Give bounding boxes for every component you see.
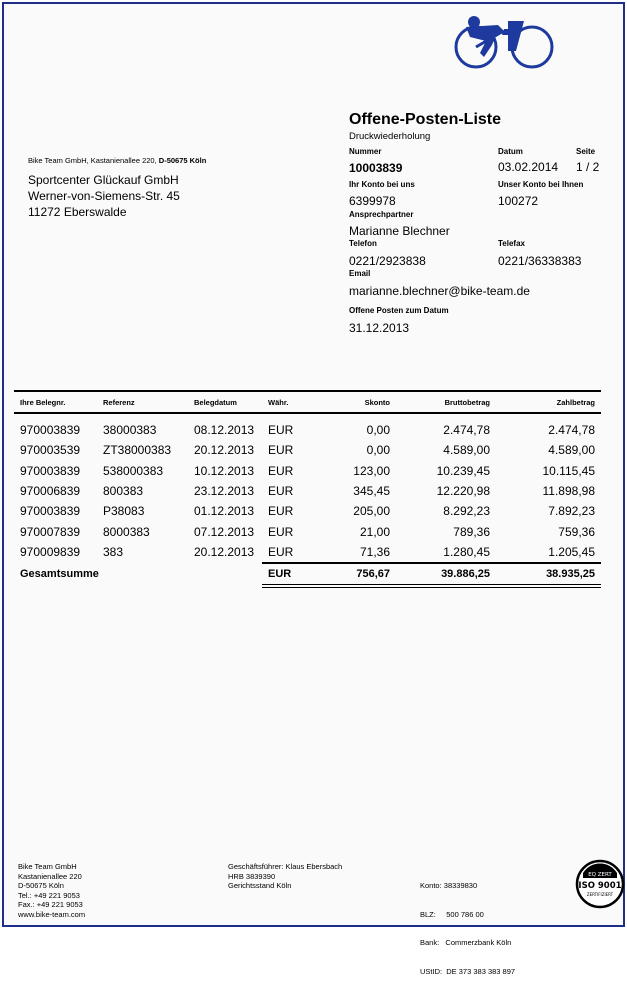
belegdatum-cell: 08.12.2013 — [194, 423, 255, 438]
iso-9001-seal-icon — [575, 859, 625, 909]
referenz-cell: 8000383 — [103, 524, 150, 539]
footer-line: Tel.: +49 221 9053 — [18, 890, 80, 900]
waehrung-cell: EUR — [268, 504, 294, 519]
belegdatum-cell: 20.12.2013 — [194, 443, 255, 458]
brutto-cell: 8.292,23 — [443, 504, 490, 519]
col-zahlbetrag-header: Zahlbetrag — [496, 391, 601, 413]
footer-line: BLZ: 500 786 00 — [420, 909, 484, 919]
document-page — [2, 2, 625, 976]
skonto-cell: 0,00 — [366, 423, 390, 438]
referenz-cell: ZT38000383 — [103, 443, 172, 458]
email-label: Email — [349, 269, 371, 278]
skonto-cell: 123,00 — [353, 463, 390, 478]
table-row — [14, 521, 601, 541]
referenz-cell: 383 — [103, 545, 124, 560]
email-value: marianne.blechner@bike-team.de — [349, 284, 530, 298]
zahl-cell: 4.589,00 — [548, 443, 595, 458]
seite-value: 1 / 2 — [576, 160, 600, 174]
col-skonto-header: Skonto — [302, 391, 396, 413]
nummer-label: Nummer — [349, 147, 382, 156]
recipient-address — [28, 172, 180, 220]
zahl-cell: 2.474,78 — [548, 423, 595, 438]
iso-bottom-text: ZERTIFIZIERT — [586, 892, 614, 897]
document-subtitle: Druckwiederholung — [349, 131, 431, 142]
total-double-underline-1 — [262, 584, 601, 585]
brutto-cell: 10.239,45 — [436, 463, 490, 478]
brutto-cell: 12.220,98 — [436, 484, 490, 499]
unser-konto-value: 100272 — [498, 194, 539, 208]
belegnr-cell: 970009839 — [20, 545, 81, 560]
brutto-cell: 4.589,00 — [443, 443, 490, 458]
belegdatum-cell: 10.12.2013 — [194, 463, 255, 478]
total-currency: EUR — [262, 563, 302, 584]
referenz-cell: P38083 — [103, 504, 145, 519]
document-title: Offene-Posten-Liste — [349, 111, 502, 128]
ihr-konto-label: Ihr Konto bei uns — [349, 180, 415, 189]
nummer-value: 10003839 — [349, 161, 403, 175]
open-items-table — [14, 390, 601, 584]
belegnr-cell: 970006839 — [20, 484, 81, 499]
datum-label: Datum — [498, 147, 523, 156]
table-row — [14, 501, 601, 521]
total-label: Gesamtsumme — [20, 567, 99, 580]
footer-website-link[interactable]: www.bike-team.com — [18, 909, 86, 919]
brutto-cell: 789,36 — [453, 524, 490, 539]
seite-label: Seite — [576, 147, 596, 156]
referenz-cell: 538000383 — [103, 463, 164, 478]
datum-value: 03.02.2014 — [498, 160, 559, 174]
waehrung-cell: EUR — [268, 484, 294, 499]
footer-line: Konto: 38339830 — [420, 881, 478, 890]
skonto-cell: 205,00 — [353, 504, 390, 519]
referenz-cell: 38000383 — [103, 423, 157, 438]
zahl-cell: 11.898,98 — [542, 484, 595, 499]
referenz-cell: 800383 — [103, 484, 144, 499]
belegdatum-cell: 20.12.2013 — [194, 545, 255, 560]
brutto-cell: 1.280,45 — [443, 544, 490, 559]
footer-line: Fax.: +49 221 9053 — [18, 900, 83, 909]
recipient-name: Sportcenter Glückauf GmbH — [28, 173, 179, 187]
footer-company — [18, 862, 85, 919]
table-row — [14, 461, 601, 481]
brutto-cell: 2.474,78 — [443, 423, 490, 438]
col-referenz-header: Referenz — [97, 391, 188, 413]
cyclist-bike-logo-icon — [452, 15, 556, 69]
belegnr-cell: 970003839 — [20, 423, 81, 438]
recipient-street: Werner-von-Siemens-Str. 45 — [28, 189, 180, 203]
zahl-cell: 7.892,23 — [548, 504, 595, 519]
ansprechpartner-label: Ansprechpartner — [349, 210, 414, 219]
total-skonto: 756,67 — [302, 563, 396, 584]
footer-line: D-50675 Köln — [18, 881, 64, 890]
belegnr-cell: 970003539 — [20, 443, 81, 458]
op-datum-label: Offene Posten zum Datum — [349, 306, 449, 315]
footer-line: Geschäftsführer: Klaus Ebersbach — [228, 862, 343, 871]
belegdatum-cell: 01.12.2013 — [194, 504, 255, 519]
zahl-cell: 1.205,45 — [548, 544, 595, 559]
col-waehrung-header: Währ. — [262, 391, 302, 413]
total-zahl: 38.935,25 — [496, 563, 601, 584]
telefax-label: Telefax — [498, 239, 525, 248]
col-belegdatum-header: Belegdatum — [188, 391, 262, 413]
ihr-konto-value: 6399978 — [349, 194, 396, 208]
sender-line: Bike Team GmbH, Kastanienallee 220, D-50675 Köln — [28, 156, 207, 165]
recipient-city: 11272 Eberswalde — [28, 205, 127, 219]
skonto-cell: 71,36 — [359, 544, 390, 559]
waehrung-cell: EUR — [268, 544, 294, 559]
iso-main-text: ISO 9001 — [578, 881, 622, 891]
footer-line: Bank: Commerzbank Köln — [420, 938, 512, 947]
total-row — [14, 563, 601, 584]
belegnr-cell: 970003839 — [20, 504, 81, 519]
zahl-cell: 10.115,45 — [542, 463, 595, 478]
table-header-row — [14, 391, 601, 413]
col-belegnr-header: Ihre Belegnr. — [14, 391, 97, 413]
footer-management — [228, 862, 342, 891]
iso-top-text: EQ ZERT — [588, 872, 612, 878]
belegdatum-cell: 07.12.2013 — [194, 524, 255, 539]
unser-konto-label: Unser Konto bei Ihnen — [498, 180, 584, 189]
ansprechpartner-value: Marianne Blechner — [349, 224, 450, 238]
footer-line: UStID: DE 373 383 383 897 — [420, 966, 516, 976]
table-row — [14, 420, 601, 440]
skonto-cell: 21,00 — [359, 524, 390, 539]
total-brutto: 39.886,25 — [396, 563, 496, 584]
waehrung-cell: EUR — [268, 524, 294, 539]
col-bruttobetrag-header: Bruttobetrag — [396, 391, 496, 413]
footer-line: Gerichtsstand Köln — [228, 881, 292, 890]
table-row — [14, 481, 601, 501]
belegnr-cell: 970007839 — [20, 524, 81, 539]
total-double-underline-2 — [262, 587, 601, 588]
telefon-label: Telefon — [349, 239, 377, 248]
telefon-value: 0221/2923838 — [349, 254, 426, 268]
zahl-cell: 759,36 — [558, 524, 595, 539]
skonto-cell: 0,00 — [366, 443, 390, 458]
table-row — [14, 542, 601, 563]
op-datum-value: 31.12.2013 — [349, 321, 410, 335]
footer-line: HRB 3839390 — [228, 871, 276, 881]
telefax-value: 0221/36338383 — [498, 254, 582, 268]
waehrung-cell: EUR — [268, 443, 294, 458]
belegdatum-cell: 23.12.2013 — [194, 484, 255, 499]
footer-line: Bike Team GmbH — [18, 862, 77, 871]
footer-line: Kastanienallee 220 — [18, 871, 82, 881]
waehrung-cell: EUR — [268, 463, 294, 478]
skonto-cell: 345,45 — [353, 484, 390, 499]
belegnr-cell: 970003839 — [20, 463, 81, 478]
waehrung-cell: EUR — [268, 423, 294, 438]
table-row — [14, 440, 601, 460]
